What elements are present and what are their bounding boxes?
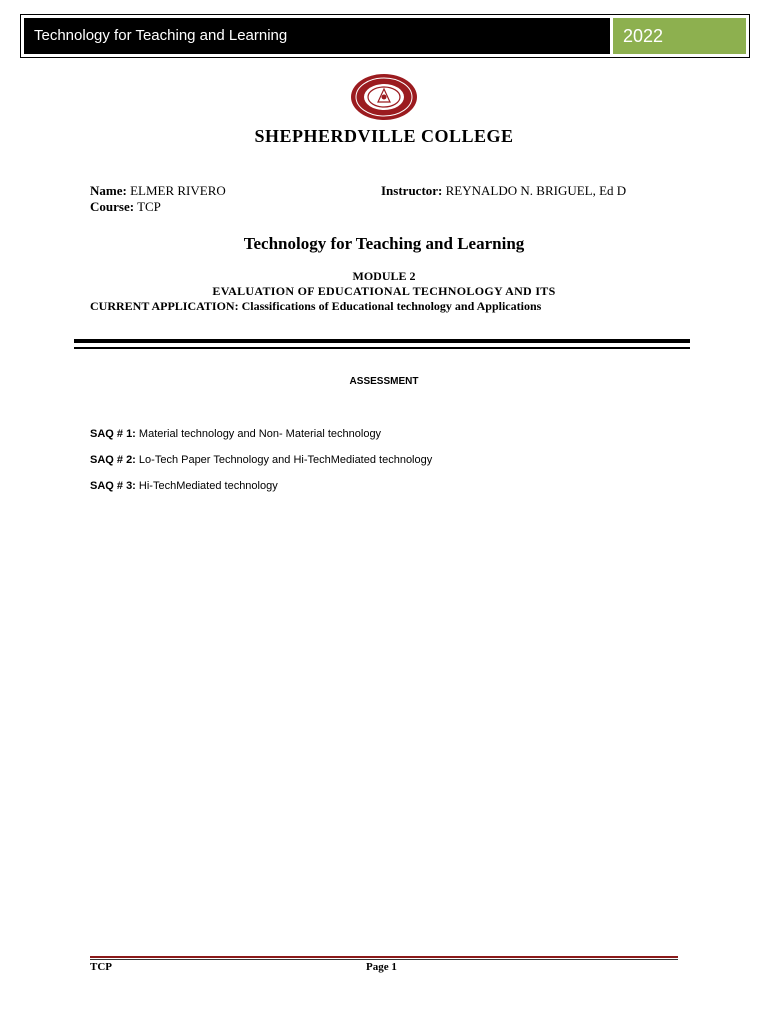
saq-text: Lo-Tech Paper Technology and Hi-TechMediated technology — [138, 454, 433, 466]
footer-rule-thin — [90, 959, 678, 960]
course-value: TCP — [137, 199, 161, 214]
saq-label: SAQ # 1: — [90, 428, 136, 440]
instructor — [381, 183, 626, 199]
college-seal-icon — [349, 72, 419, 122]
college-name: SHEPHERDVILLE COLLEGE — [254, 126, 514, 146]
saq-item-1 — [90, 428, 381, 440]
student-name — [90, 183, 226, 199]
name-label: Name: — [90, 183, 127, 198]
footer-course: TCP — [90, 961, 112, 973]
saq-item-2 — [90, 454, 432, 466]
divider-thick — [74, 339, 690, 343]
footer-rule — [90, 956, 678, 958]
course — [90, 199, 161, 215]
name-value: ELMER RIVERO — [130, 183, 226, 198]
header-year: 2022 — [613, 18, 746, 54]
module-title-line1: EVALUATION OF EDUCATIONAL TECHNOLOGY AND ITS — [212, 284, 556, 298]
module-line2-rest: Classifications of Educational technology and Applications — [241, 299, 542, 313]
header-title: Technology for Teaching and Learning — [24, 18, 610, 54]
saq-item-3 — [90, 480, 278, 492]
document-title: Technology for Teaching and Learning — [243, 234, 525, 253]
module-number: MODULE 2 — [352, 269, 416, 283]
saq-label: SAQ # 2: — [90, 454, 136, 466]
saq-text: Hi-TechMediated technology — [138, 480, 278, 492]
course-label: Course: — [90, 199, 135, 214]
divider-thin — [74, 347, 690, 349]
module-line2-prefix: CURRENT APPLICATION: — [90, 299, 239, 313]
module-title-line2 — [90, 299, 541, 314]
footer-page-number: Page 1 — [366, 961, 397, 973]
instructor-value: REYNALDO N. BRIGUEL, Ed D — [445, 183, 627, 198]
saq-text: Material technology and Non- Material technology — [138, 428, 382, 440]
assessment-heading: ASSESSMENT — [349, 376, 419, 387]
instructor-label: Instructor: — [381, 183, 443, 198]
saq-label: SAQ # 3: — [90, 480, 136, 492]
